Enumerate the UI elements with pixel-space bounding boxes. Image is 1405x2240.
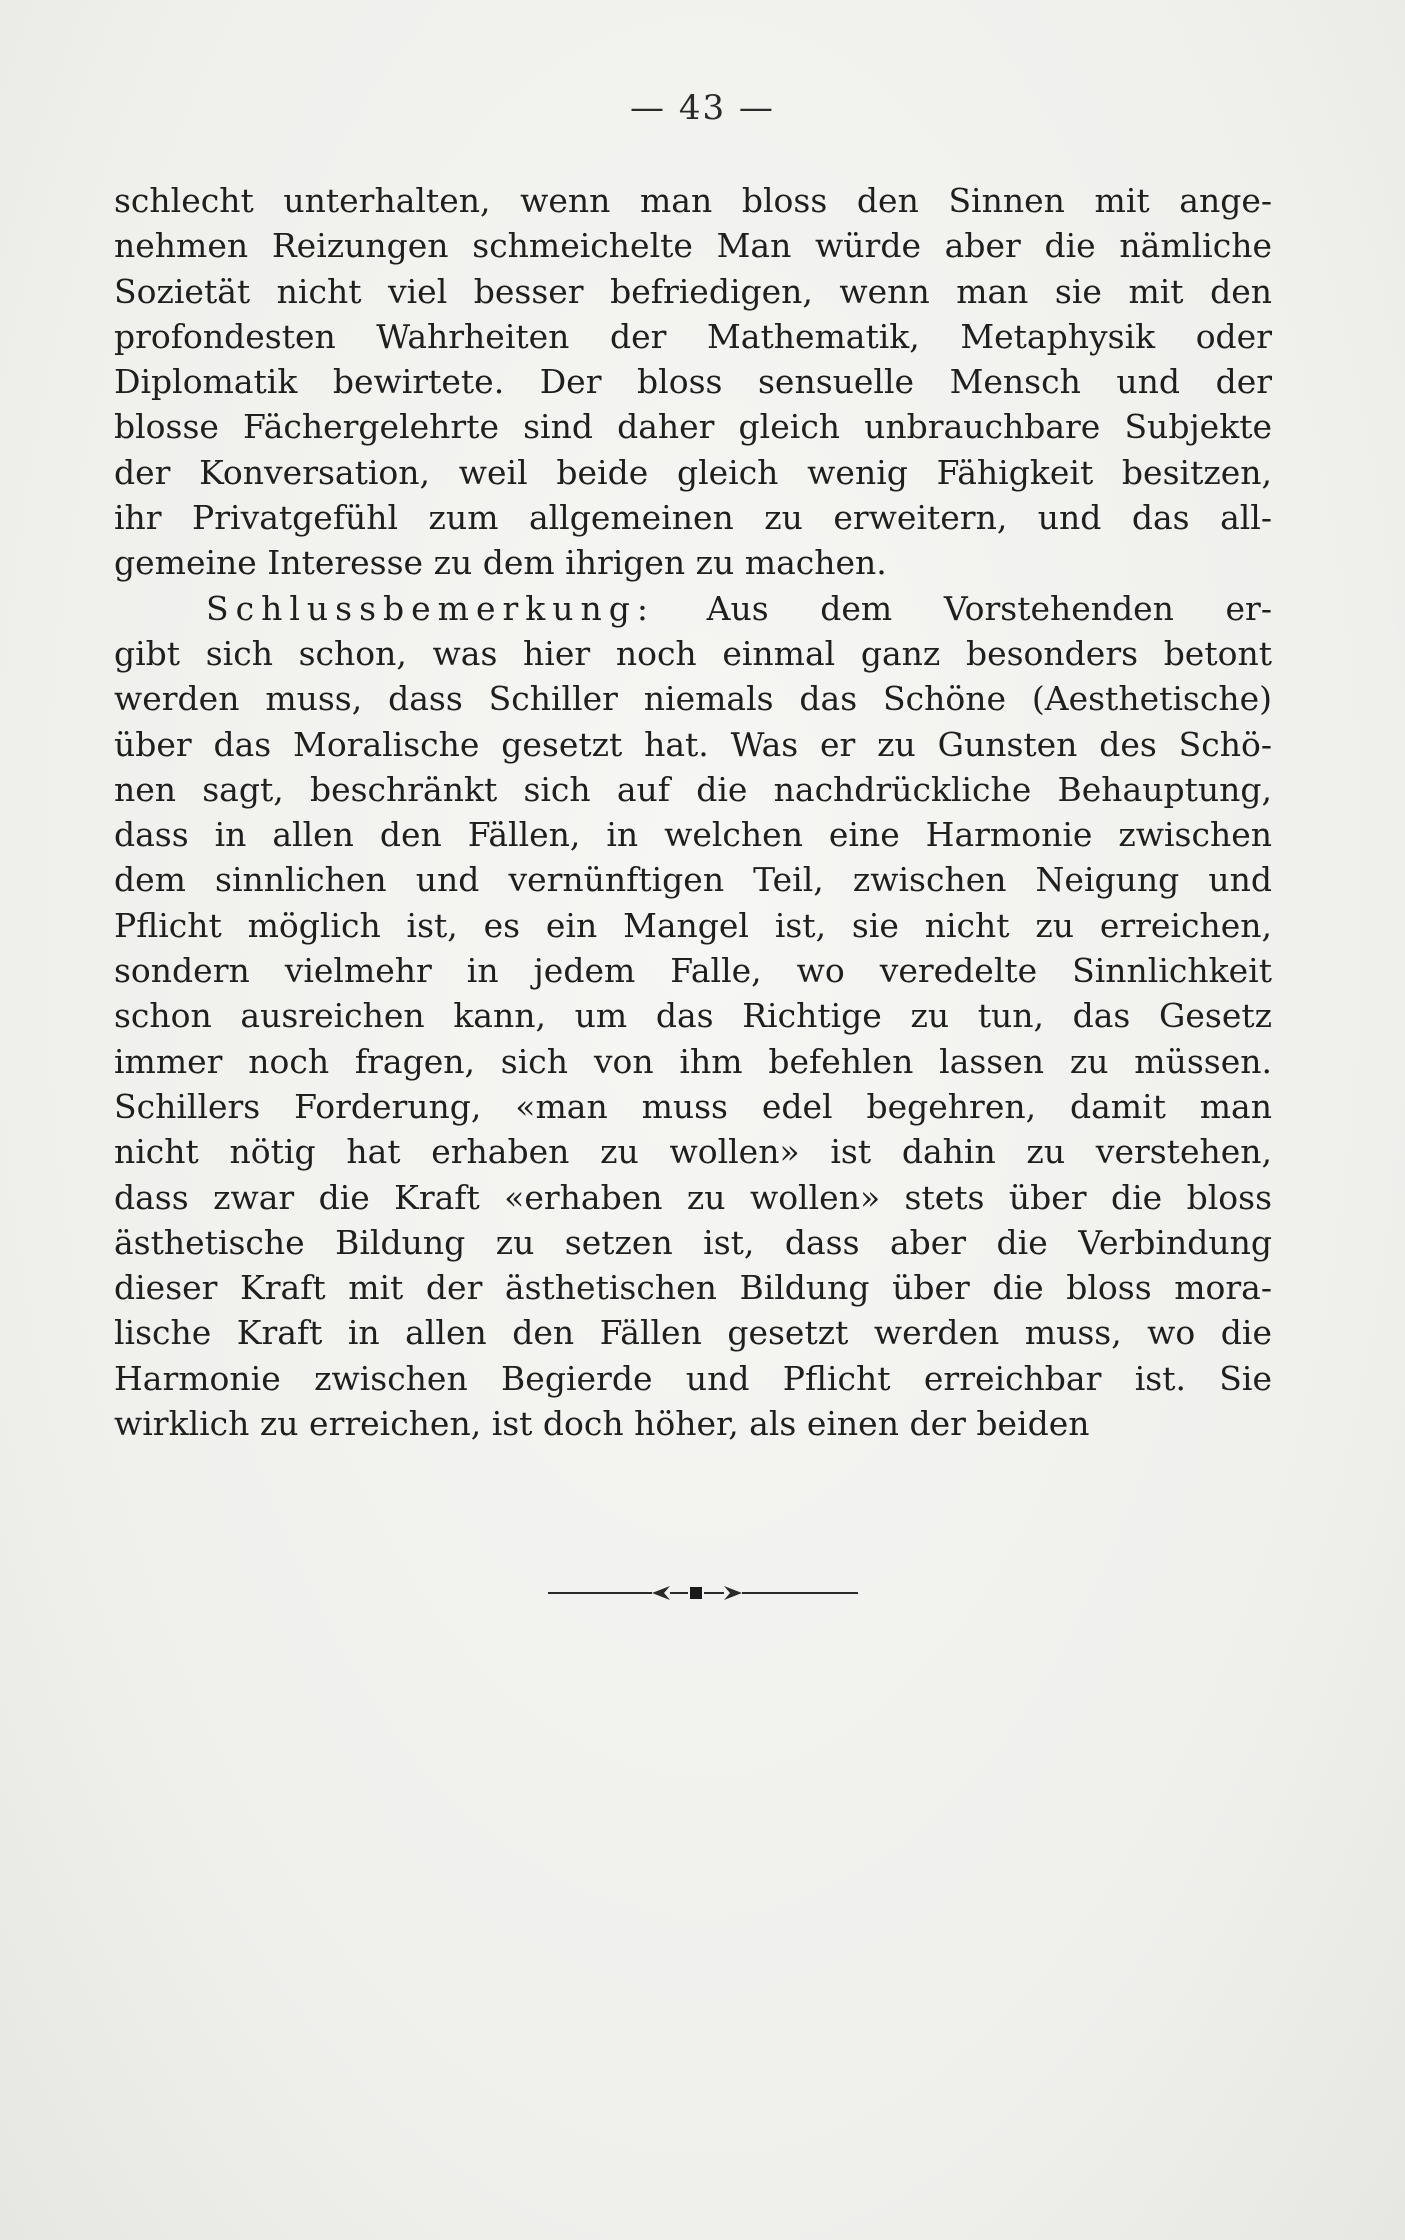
- text-line: über das Moralische gesetzt hat. Was er zu Gunsten des Schö-: [114, 724, 1272, 764]
- text-line: [114, 586, 1272, 631]
- text-line: immer noch fragen, sich von ihm befehlen lassen zu müssen.: [114, 1041, 1272, 1081]
- section-heading: Schlussbemerkung:: [206, 588, 656, 628]
- text-line: schlecht unterhalten, wenn man bloss den Sinnen mit ange-: [114, 181, 1272, 220]
- text-line: Pflicht möglich ist, es ein Mangel ist, sie nicht zu erreichen,: [114, 905, 1272, 945]
- paragraph-1: [114, 178, 1272, 586]
- page-number: — 43 —: [630, 88, 775, 128]
- text-line: dass zwar die Kraft «erhaben zu wollen» stets über die bloss: [114, 1177, 1272, 1217]
- text-line: dass in allen den Fällen, in welchen eine Harmonie zwischen: [114, 815, 1272, 855]
- text-line: sondern vielmehr in jedem Falle, wo veredelte Sinnlichkeit: [114, 951, 1272, 991]
- text-line: profondesten Wahrheiten der Mathematik, Metaphysik oder: [114, 316, 1272, 356]
- text-line: gemeine Interesse zu dem ihrigen zu machen.: [114, 543, 887, 583]
- text-line: Harmonie zwischen Begierde und Pflicht erreichbar ist. Sie: [114, 1358, 1272, 1398]
- text-line: nicht nötig hat erhaben zu wollen» ist dahin zu verstehen,: [114, 1132, 1272, 1172]
- paragraph-2: [114, 586, 1272, 1447]
- text-line: nen sagt, beschränkt sich auf die nachdrückliche Behauptung,: [114, 769, 1272, 809]
- text-line: Diplomatik bewirtete. Der bloss sensuelle Mensch und der: [114, 362, 1272, 402]
- body-text: [114, 178, 1272, 1446]
- heading-line-rest: Aus dem Vorstehenden er-: [706, 588, 1272, 628]
- text-line: der Konversation, weil beide gleich wenig Fähigkeit besitzen,: [114, 452, 1272, 492]
- text-line: ihr Privatgefühl zum allgemeinen zu erweitern, und das all-: [114, 498, 1272, 538]
- text-line: schon ausreichen kann, um das Richtige zu tun, das Gesetz: [114, 996, 1272, 1036]
- text-line: gibt sich schon, was hier noch einmal ganz besonders betont: [114, 633, 1272, 673]
- text-line: ästhetische Bildung zu setzen ist, dass aber die Verbindung: [114, 1222, 1272, 1262]
- text-line: dieser Kraft mit der ästhetischen Bildung über die bloss mora-: [114, 1268, 1272, 1308]
- text-line: Schillers Forderung, «man muss edel begehren, damit man: [114, 1086, 1272, 1126]
- text-line: nehmen Reizungen schmeichelte Man würde aber die nämliche: [114, 226, 1272, 266]
- text-line: blosse Fächergelehrte sind daher gleich unbrauchbare Subjekte: [114, 407, 1272, 447]
- end-of-chapter-ornament-icon: [548, 1582, 858, 1604]
- text-line: werden muss, dass Schiller niemals das Schöne (Aesthetische): [114, 679, 1272, 719]
- text-line: lische Kraft in allen den Fällen gesetzt werden muss, wo die: [114, 1313, 1272, 1353]
- text-line: Sozietät nicht viel besser befriedigen, wenn man sie mit den: [114, 271, 1272, 311]
- text-line: dem sinnlichen und vernünftigen Teil, zwischen Neigung und: [114, 860, 1272, 900]
- text-line: wirklich zu erreichen, ist doch höher, als einen der beiden: [114, 1404, 1090, 1444]
